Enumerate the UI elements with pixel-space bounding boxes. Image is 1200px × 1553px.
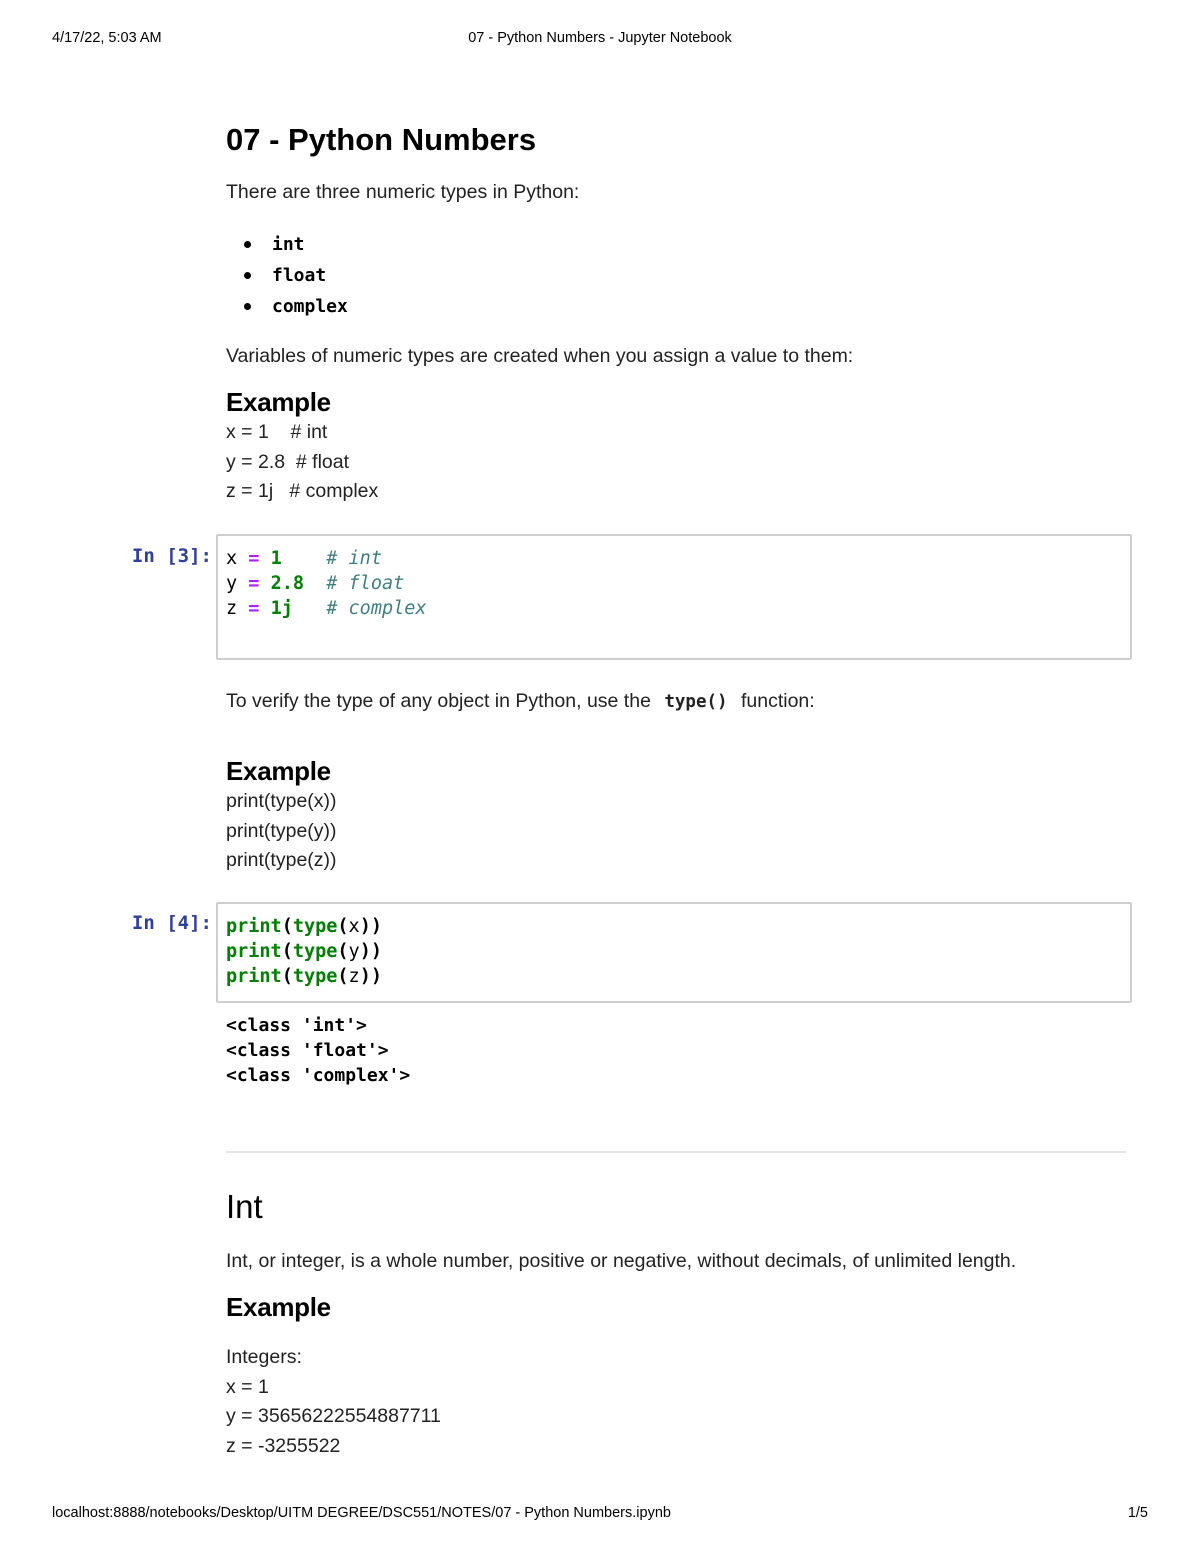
verify-before: To verify the type of any object in Python, use the bbox=[226, 690, 651, 712]
code-token: 2.8 bbox=[270, 573, 304, 594]
example1-line: x = 1 # int bbox=[226, 421, 328, 443]
code-token bbox=[293, 598, 326, 619]
section-divider bbox=[226, 1151, 1126, 1153]
int-example-line: Integers: bbox=[226, 1346, 302, 1368]
code-token: x bbox=[226, 548, 249, 569]
code-token: ( bbox=[281, 941, 293, 962]
code-token: type bbox=[292, 941, 338, 962]
code-token: ( bbox=[337, 916, 349, 937]
code-token: type bbox=[292, 966, 338, 987]
types-list bbox=[226, 229, 1126, 322]
int-paragraph: Int, or integer, is a whole number, positive or negative, without decimals, of unlimited length. bbox=[226, 1250, 1017, 1272]
example1-heading: Example bbox=[226, 387, 331, 417]
verify-text bbox=[226, 690, 1126, 713]
print-page-title: 07 - Python Numbers - Jupyter Notebook bbox=[468, 30, 732, 46]
code-token: print bbox=[226, 966, 282, 987]
code-token bbox=[259, 548, 270, 569]
cell4-prompt: In [4]: bbox=[131, 912, 212, 934]
example2-line: print(type(y)) bbox=[226, 819, 337, 842]
intro-text bbox=[226, 181, 1126, 204]
cell3-prompt: In [3]: bbox=[131, 545, 212, 567]
code-token: = bbox=[248, 573, 260, 594]
code-token bbox=[259, 598, 270, 619]
code-line bbox=[226, 914, 1122, 939]
int-example-line: x = 1 bbox=[226, 1375, 269, 1398]
int-section bbox=[226, 1188, 1126, 1226]
code-token: ( bbox=[337, 966, 349, 987]
int-heading: Int bbox=[226, 1188, 263, 1225]
numeric-types-list bbox=[226, 229, 1126, 322]
verify-paragraph bbox=[226, 690, 1126, 713]
example1-lines bbox=[226, 418, 1126, 507]
code-line bbox=[226, 596, 1122, 621]
code-token: = bbox=[248, 548, 260, 569]
intro-paragraph: There are three numeric types in Python: bbox=[226, 181, 580, 203]
type-list-item: int bbox=[226, 229, 1126, 260]
int-example-line: z = -3255522 bbox=[226, 1434, 341, 1457]
code-token: )) bbox=[359, 941, 382, 962]
code-line bbox=[226, 939, 1122, 964]
print-page-number: 1/5 bbox=[1127, 1505, 1148, 1521]
print-footer bbox=[52, 1505, 1148, 1525]
code-token: )) bbox=[359, 966, 382, 987]
code-token: # float bbox=[326, 573, 405, 594]
code-token: y bbox=[348, 941, 360, 962]
output-line: <class 'float'> bbox=[226, 1040, 389, 1061]
int-example-line: y = 35656222554887711 bbox=[226, 1405, 441, 1427]
code-token: print bbox=[226, 916, 282, 937]
code-token: # complex bbox=[326, 598, 427, 619]
int-example bbox=[226, 1292, 1126, 1323]
cell4-code-editor[interactable] bbox=[216, 902, 1132, 1003]
example2-line: print(type(x)) bbox=[226, 790, 337, 812]
verify-after: function: bbox=[740, 690, 815, 712]
example1-line: y = 2.8 # float bbox=[226, 450, 350, 473]
example2-heading: Example bbox=[226, 756, 331, 786]
code-line bbox=[226, 964, 1122, 989]
output-line: <class 'complex'> bbox=[226, 1065, 411, 1086]
code-token bbox=[259, 573, 270, 594]
type-function-code: type() bbox=[664, 692, 728, 712]
code-line bbox=[226, 571, 1122, 596]
code-token: 1 bbox=[270, 548, 282, 569]
markdown-cell-intro bbox=[226, 122, 1126, 158]
code-token: = bbox=[248, 598, 260, 619]
print-header bbox=[52, 30, 1148, 50]
code-token: # int bbox=[326, 548, 382, 569]
notebook-title: 07 - Python Numbers bbox=[226, 122, 537, 157]
type-list-item: float bbox=[226, 260, 1126, 291]
int-text bbox=[226, 1250, 1126, 1273]
int-example-heading: Example bbox=[226, 1292, 331, 1322]
code-token: )) bbox=[359, 916, 382, 937]
cell4-output bbox=[226, 1013, 410, 1088]
intro-paragraph-2: Variables of numeric types are created when you assign a value to them: bbox=[226, 345, 854, 367]
example2-lines bbox=[226, 787, 1126, 876]
code-token bbox=[304, 573, 326, 594]
code-token: z bbox=[348, 966, 360, 987]
example2 bbox=[226, 756, 1126, 876]
code-line bbox=[226, 546, 1122, 571]
int-lines bbox=[226, 1343, 1126, 1461]
intro-text-2 bbox=[226, 345, 1126, 368]
print-url: localhost:8888/notebooks/Desktop/UITM DEGREE/DSC551/NOTES/07 - Python Numbers.ipynb bbox=[52, 1505, 671, 1521]
code-token: type bbox=[292, 916, 338, 937]
example1 bbox=[226, 387, 1126, 507]
example2-line: print(type(z)) bbox=[226, 849, 337, 871]
code-token: print bbox=[226, 941, 282, 962]
print-datetime: 4/17/22, 5:03 AM bbox=[52, 30, 162, 46]
code-token: x bbox=[348, 916, 360, 937]
output-line: <class 'int'> bbox=[226, 1015, 367, 1036]
code-token bbox=[282, 548, 327, 569]
code-token: 1j bbox=[270, 598, 293, 619]
int-example-lines bbox=[226, 1343, 1126, 1461]
cell3-code-editor[interactable] bbox=[216, 534, 1132, 660]
code-token: ( bbox=[281, 916, 293, 937]
code-token: y bbox=[226, 573, 249, 594]
type-list-item: complex bbox=[226, 291, 1126, 322]
code-token: z bbox=[226, 598, 249, 619]
code-token: ( bbox=[337, 941, 349, 962]
code-token: ( bbox=[281, 966, 293, 987]
example1-line: z = 1j # complex bbox=[226, 480, 379, 502]
